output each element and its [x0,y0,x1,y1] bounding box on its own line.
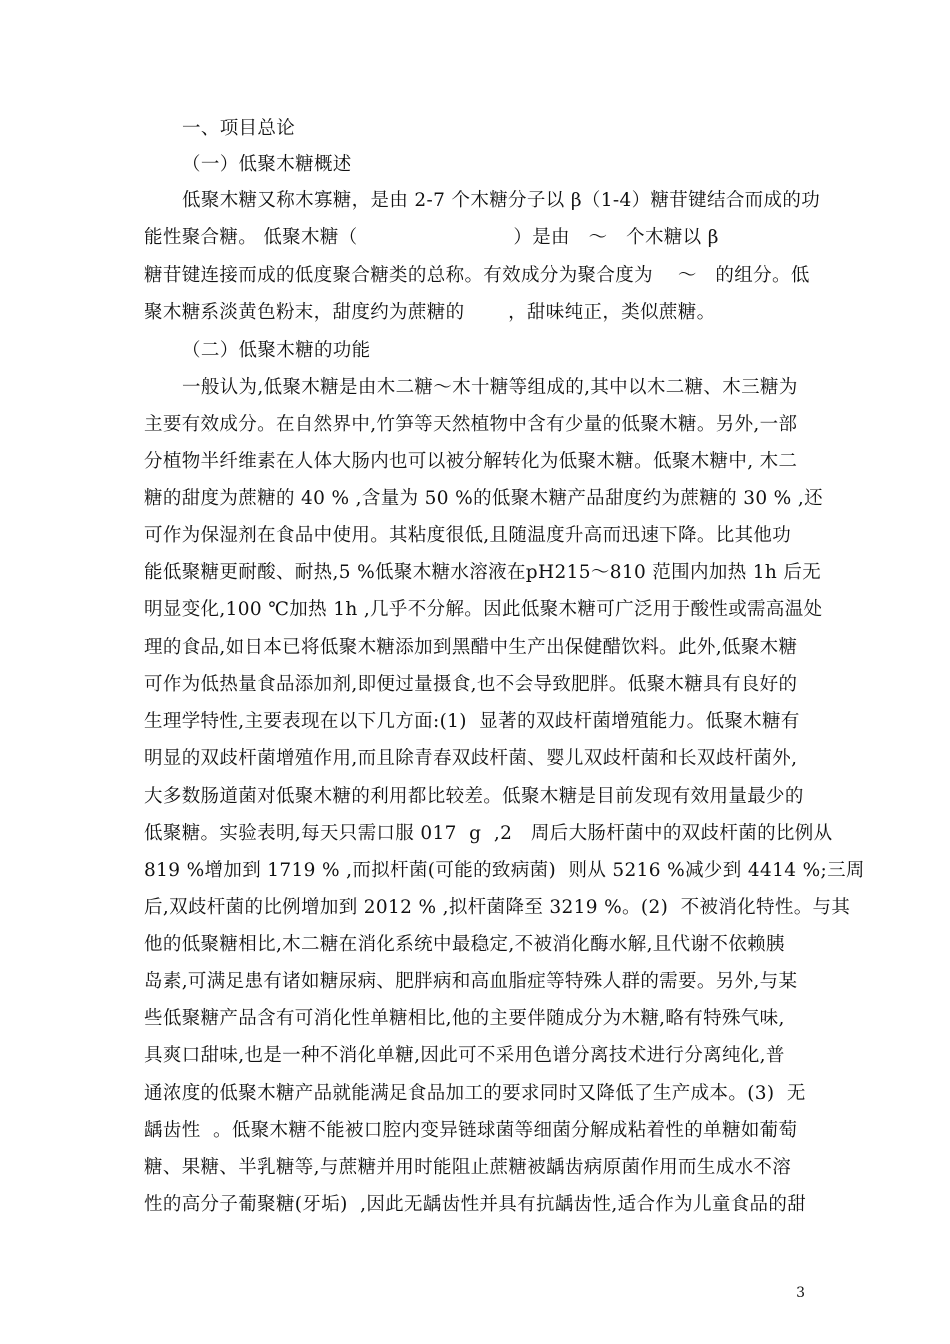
paragraph-1-line-1: 低聚木糖又称木寡糖，是由 2-7 个木糖分子以 β（1-4）糖苷键结合而成的功 [182,190,821,211]
paragraph-2-line-11: 明显的双歧杆菌增殖作用,而且除青春双歧杆菌、婴儿双歧杆菌和长双歧杆菌外, [144,748,798,769]
subsection-heading-1: （一）低聚木糖概述 [182,154,352,175]
paragraph-2-line-10: 生理学特性,主要表现在以下几方面:(1) 显著的双歧杆菌增殖能力。低聚木糖有 [144,711,800,732]
paragraph-2-line-12: 大多数肠道菌对低聚木糖的利用都比较差。低聚木糖是目前发现有效用量最少的 [144,786,804,807]
paragraph-2-line-4: 糖的甜度为蔗糖的 40 % ,含量为 50 %的低聚木糖产品甜度约为蔗糖的 30 % ,还 [144,488,823,509]
paragraph-2-line-5: 可作为保湿剂在食品中使用。其粘度很低,且随温度升高而迅速下降。比其他功 [144,525,792,546]
section-heading: 一、项目总论 [182,118,296,139]
paragraph-2-line-22: 糖、果糖、半乳糖等,与蔗糖并用时能阻止蔗糖被龋齿病原菌作用而生成水不溶 [144,1157,792,1178]
paragraph-2-line-1: 一般认为,低聚木糖是由木二糖～木十糖等组成的,其中以木二糖、木三糖为 [182,377,798,398]
paragraph-2-line-8: 理的食品,如日本已将低聚木糖添加到黑醋中生产出保健醋饮料。此外,低聚木糖 [144,637,798,658]
paragraph-2-line-9: 可作为低热量食品添加剂,即便过量摄食,也不会导致肥胖。低聚木糖具有良好的 [144,674,798,695]
paragraph-1-line-3: 糖苷键连接而成的低度聚合糖类的总称。有效成分为聚合度为 ～ 的组分。低 [144,265,810,286]
paragraph-2-line-23: 性的高分子葡聚糖(牙垢) ,因此无龋齿性并具有抗龋齿性,适合作为儿童食品的甜 [144,1194,807,1215]
paragraph-2-line-18: 些低聚糖产品含有可消化性单糖相比,他的主要伴随成分为木糖,略有特殊气味, [144,1008,785,1029]
paragraph-1-line-2: 能性聚合糖。 低聚木糖（ ）是由 ～ 个木糖以 β [144,227,719,248]
paragraph-2-line-14: 819 %增加到 1719 % ,而拟杆菌(可能的致病菌) 则从 5216 %减少到 4414 %;三周 [144,860,865,881]
paragraph-1-line-4: 聚木糖系淡黄色粉末，甜度约为蔗糖的 ，甜味纯正，类似蔗糖。 [144,302,716,323]
paragraph-2-line-6: 能低聚糖更耐酸、耐热,5 %低聚木糖水溶液在pH215～810 范围内加热 1h 后无 [144,562,822,583]
page-number: 3 [796,1285,805,1301]
paragraph-2-line-21: 龋齿性 。低聚木糖不能被口腔内变异链球菌等细菌分解成粘着性的单糖如葡萄 [144,1120,798,1141]
paragraph-2-line-7: 明显变化,100 ℃加热 1h ,几乎不分解。因此低聚木糖可广泛用于酸性或需高温处 [144,599,823,620]
paragraph-2-line-19: 具爽口甜味,也是一种不消化单糖,因此可不采用色谱分离技术进行分离纯化,普 [144,1045,785,1066]
paragraph-2-line-15: 后,双歧杆菌的比例增加到 2012 % ,拟杆菌降至 3219 %。(2) 不被消化特性。与其 [144,897,851,918]
paragraph-2-line-17: 岛素,可满足患有诸如糖尿病、肥胖病和高血脂症等特殊人群的需要。另外,与某 [144,971,798,992]
paragraph-2-line-13: 低聚糖。实验表明,每天只需口服 017 g ,2 周后大肠杆菌中的双歧杆菌的比例从 [144,823,833,844]
subsection-heading-2: （二）低聚木糖的功能 [182,340,371,361]
paragraph-2-line-20: 通浓度的低聚木糖产品就能满足食品加工的要求同时又降低了生产成本。(3) 无 [144,1083,806,1104]
paragraph-2-line-2: 主要有效成分。在自然界中,竹笋等天然植物中含有少量的低聚木糖。另外,一部 [144,414,798,435]
paragraph-2-line-3: 分植物半纤维素在人体大肠内也可以被分解转化为低聚木糖。低聚木糖中, 木二 [144,451,798,472]
paragraph-2-line-16: 他的低聚糖相比,木二糖在消化系统中最稳定,不被消化酶水解,且代谢不依赖胰 [144,934,785,955]
